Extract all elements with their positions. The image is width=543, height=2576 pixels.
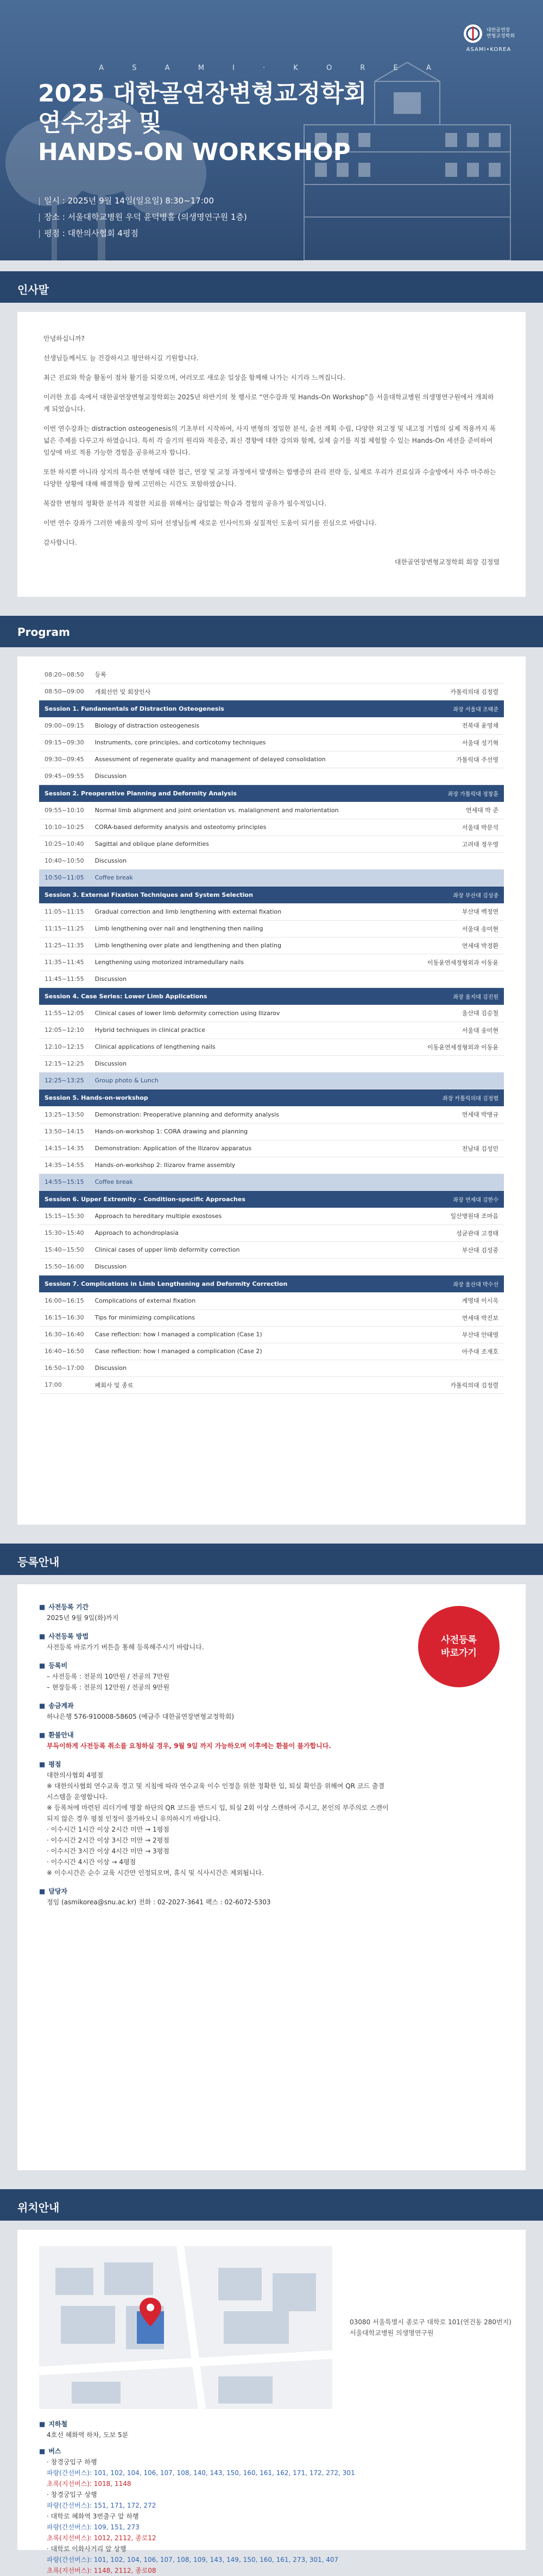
program-time: 09:00~09:15	[39, 717, 90, 734]
program-title: Sagittal and oblique plane deformities	[90, 836, 401, 852]
program-speaker: 연세대 박경환	[401, 937, 504, 954]
campus-map-graphic	[39, 2246, 332, 2409]
program-time: 09:45~09:55	[39, 768, 90, 785]
program-speaker	[401, 1258, 504, 1275]
program-title: Discussion	[90, 768, 401, 785]
program-row	[39, 683, 504, 700]
location-section	[17, 2230, 526, 2574]
program-speaker	[401, 869, 504, 886]
venue-address: 03080 서울특별시 종로구 대학로 101(연건동 280번지) 서울대학교병원 의생명연구원	[350, 2318, 512, 2337]
program-speaker: 부산대 백정연	[401, 903, 504, 920]
program-time: 12:15~12:25	[39, 1055, 90, 1072]
program-time: 15:30~15:40	[39, 1225, 90, 1241]
program-time: 14:55~15:15	[39, 1174, 90, 1190]
transport-group-heading: ■ 지하철	[39, 2419, 504, 2430]
program-row	[39, 1326, 504, 1343]
registration-item-line: · 이수시간 3시간 이상 4시간 미만 → 3평점	[47, 1847, 169, 1855]
registration-item-heading: ■ 송금계좌	[39, 1700, 390, 1711]
program-title: Tips for minimizing complications	[90, 1309, 401, 1326]
registration-item-line: 대한의사협회 4평점	[47, 1771, 104, 1779]
transport-line: · 대학로 혜화역 3번출구 앞 하행	[47, 2513, 139, 2520]
registration-item	[39, 1759, 504, 1878]
program-row	[39, 836, 504, 852]
transport-line: 초록(지선버스): 1148, 2112, 종로08	[47, 2567, 156, 2574]
registration-item-line: – 사전등록 : 전문의 10만원 / 전공의 7만원	[47, 1673, 169, 1680]
program-time: 16:40~16:50	[39, 1343, 90, 1360]
program-time: 11:55~12:05	[39, 1005, 90, 1022]
program-time: 08:20~08:50	[39, 666, 90, 683]
registration-item-line: · 이수시간 1시간 이상 2시간 미만 → 1평점	[47, 1826, 169, 1833]
program-row	[39, 1106, 504, 1123]
program-row	[39, 1208, 504, 1225]
program-time: 09:15~09:30	[39, 734, 90, 751]
program-row	[39, 1005, 504, 1022]
registration-item-line: 하나은행 576-910008-58605 (예금주 대한골연장변형교정학회)	[47, 1713, 235, 1720]
transport-group	[39, 2446, 504, 2576]
logo-text: ASAMI•KOREA	[466, 47, 512, 53]
program-title: Limb lengthening over plate and lengthening and then plating	[90, 937, 401, 954]
session-header-row	[39, 700, 504, 717]
program-speaker: 전북대 윤영채	[401, 717, 504, 734]
program-time: 10:50~11:05	[39, 869, 90, 886]
registration-item-heading: ■ 환불안내	[39, 1730, 390, 1740]
program-title: 폐회사 및 종료	[90, 1376, 401, 1393]
session-header-row	[39, 785, 504, 802]
program-title: Case reflection: how I managed a complication (Case 2)	[90, 1343, 401, 1360]
program-title: Discussion	[90, 1055, 401, 1072]
hero-title-line: 연수강좌 및	[38, 109, 162, 137]
greeting-paragraph: 이번 연수 강좌가 그러한 배움의 장이 되어 선생님들께 새로운 인사이트와 실질적인 도움이 되기를 진심으로 바랍니다.	[43, 519, 377, 527]
program-speaker	[401, 1174, 504, 1190]
program-speaker: 연세대 박병규	[401, 1106, 504, 1123]
program-title: CORA-based deformity analysis and osteotomy principles	[90, 819, 401, 836]
hero-tagline: A S A M I · K O R E A	[99, 64, 444, 72]
registration-item-line: – 현장등록 : 전문의 12만원 / 전공의 9만원	[47, 1684, 169, 1691]
transport-line: 초록(지선버스): 1012, 2112, 종로12	[47, 2534, 156, 2542]
registration-item-heading: ■ 사전등록 기간	[39, 1602, 390, 1612]
hero-title	[38, 79, 367, 167]
greeting-paragraph: 감사합니다.	[43, 539, 77, 546]
program-row	[39, 1022, 504, 1038]
session-chair: 좌장 카톨릭의대 김정렬	[401, 1089, 504, 1106]
program-title: Lengthening using motorized intramedullary nails	[90, 954, 401, 971]
registration-item-line: · 이수시간 2시간 이상 3시간 미만 → 2평점	[47, 1837, 169, 1844]
program-speaker	[401, 1123, 504, 1140]
program-title: Approach to achondroplasia	[90, 1225, 401, 1241]
greeting-paragraph: 이번 연수강좌는 distraction osteogenesis의 기초부터 시작하여, 사지 변형의 정밀한 분석, 술전 계획 수립, 다양한 외고정 및 내고정 기법의 실제 적용까지 폭넓은 주제를 다루고자 하였습니다. 특히 각 술기의 원리와 적응증, 최신 경향에 대한 강의와 함께, 실제 술기를 직접 체험할 수 있는 Hands-On 세션을 준비하여 임상에 바로 적용 가능한 경험을 공유하고자 합니다.	[43, 425, 496, 456]
program-table	[39, 666, 504, 1394]
program-row	[39, 1123, 504, 1140]
transport-line: · 창경궁입구 상행	[47, 2491, 97, 2498]
registration-item	[39, 1730, 504, 1751]
program-speaker	[401, 768, 504, 785]
program-title: Limb lengthening over nail and lengthening then nailing	[90, 920, 401, 937]
program-time: 11:15~11:25	[39, 920, 90, 937]
program-time: 09:30~09:45	[39, 751, 90, 768]
program-speaker	[401, 1157, 504, 1174]
hero-title-line: 2025 대한골연장변형교정학회	[38, 80, 367, 107]
location-header: 위치안내	[0, 2189, 543, 2221]
program-speaker: 울산대 김승철	[401, 1005, 504, 1022]
program-row	[39, 1140, 504, 1157]
event-credits: | 평점 : 대한의사협회 4평점	[38, 228, 138, 238]
program-title: 등록	[90, 666, 401, 683]
transport-line: · 창경궁입구 하행	[47, 2458, 97, 2466]
registration-item-line: ※ 등록처에 마련된 리더기에 명찰 하단의 QR 코드를 반드시 입, 퇴실 2회 이상 스캔하여 주시고, 본인의 부주의로 스캔이 되지 않은 경우 평점 인정이 불가하오니 유의하시기 바랍니다.	[47, 1804, 389, 1822]
event-date: | 일시 : 2025년 9월 14일(일요일) 8:30~17:00	[38, 196, 214, 206]
program-speaker: 서울대 송미현	[401, 920, 504, 937]
greeting-paragraph: 또한 하지뿐 아니라 상지의 특수한 변형에 대한 접근, 연장 및 교정 과정에서 발생하는 합병증의 관리 전략 등, 실제로 우리가 진료실과 수술방에서 자주 마주하는 다양한 상황에 대해 해결책을 함께 고민하는 시간도 포함하였습니다.	[43, 468, 496, 488]
session-chair: 좌장 서울대 조태준	[401, 700, 504, 717]
program-speaker	[401, 1072, 504, 1089]
program-title: Hybrid techniques in clinical practice	[90, 1022, 401, 1038]
registration-item-line: 부득이하게 사전등록 취소를 요청하실 경우, 9월 9일 까지 가능하오며 이후에는 환불이 불가합니다.	[47, 1742, 331, 1750]
session-title: Session 7. Complications in Limb Lengthening and Deformity Correction	[39, 1275, 401, 1292]
break-row	[39, 1072, 504, 1089]
program-time: 15:40~15:50	[39, 1241, 90, 1258]
program-time: 10:10~10:25	[39, 819, 90, 836]
program-title: Coffee break	[90, 869, 401, 886]
greeting-header: 인사말	[0, 271, 543, 303]
session-chair: 좌장 부산대 김성중	[401, 886, 504, 903]
program-speaker	[401, 666, 504, 683]
program-speaker: 고려대 정우영	[401, 836, 504, 852]
program-speaker	[401, 1055, 504, 1072]
program-title: Discussion	[90, 971, 401, 987]
program-time: 14:35~14:55	[39, 1157, 90, 1174]
program-time: 11:05~11:15	[39, 903, 90, 920]
program-title: Hands-on-workshop 2: Ilizarov frame assembly	[90, 1157, 401, 1174]
program-speaker: 아주대 조재호	[401, 1343, 504, 1360]
program-speaker	[401, 852, 504, 869]
program-row	[39, 1157, 504, 1174]
program-time: 12:25~13:25	[39, 1072, 90, 1089]
program-speaker: 이동윤연세정형외과 이동윤	[401, 954, 504, 971]
program-speaker: 계명대 이시욱	[401, 1292, 504, 1309]
hero-title-line: HANDS-ON WORKSHOP	[38, 138, 351, 166]
program-row	[39, 1225, 504, 1241]
registration-item-line: 사전등록 바로가기 버튼을 통해 등록해주시기 바랍니다.	[47, 1643, 204, 1651]
session-chair: 좌장 울지대 김진원	[401, 987, 504, 1005]
registration-item	[39, 1700, 504, 1722]
transport-line: 파랑(간선버스): 101, 102, 104, 106, 107, 108, 140, 143, 150, 160, 161, 162, 171, 172, 272, 301	[47, 2469, 355, 2477]
registration-item-line: ※ 대한의사협회 연수교육 경고 및 지침에 따라 연수교육 이수 인정을 위한 정확한 입, 퇴실 확인을 위해여 QR 코드 출결 시스템을 운영합니다.	[47, 1782, 384, 1801]
program-row	[39, 1258, 504, 1275]
event-info	[38, 193, 247, 241]
event-venue: | 장소 : 서울대학교병원 우덕 윤덕병홀 (의생명연구원 1층)	[38, 212, 247, 222]
program-speaker: 일산병원대 조마음	[401, 1208, 504, 1225]
program-speaker: 서울대 송미현	[401, 1022, 504, 1038]
program-speaker: 가톨릭대 주선영	[401, 751, 504, 768]
program-row	[39, 1360, 504, 1376]
greeting-paragraph: 최근 진료와 학술 활동이 점차 활기를 되찾으며, 여러모로 새로운 일상을 함께해 나가는 시기라 느껴집니다.	[43, 374, 345, 381]
registration-item-heading: ■ 등록비	[39, 1660, 390, 1671]
program-row	[39, 937, 504, 954]
registration-header: 등록안내	[0, 1544, 543, 1575]
program-title: Approach to hereditary multiple exostoses	[90, 1208, 401, 1225]
hero-banner	[0, 0, 543, 260]
program-speaker: 연세대 박 준	[401, 802, 504, 819]
registration-item-line: 정임 (asmikorea@snu.ac.kr) 전화 : 02-2027-3641 팩스 : 02-6072-5303	[47, 1898, 271, 1906]
session-chair: 좌장 울산대 박수선	[401, 1275, 504, 1292]
program-speaker: 이동윤연세정형외과 이동윤	[401, 1038, 504, 1055]
program-time: 16:15~16:30	[39, 1309, 90, 1326]
registration-item-heading: ■ 사전등록 방법	[39, 1631, 390, 1642]
session-title: Session 1. Fundamentals of Distraction Osteogenesis	[39, 700, 401, 717]
program-time: 16:30~16:40	[39, 1326, 90, 1343]
program-time: 08:50~09:00	[39, 683, 90, 700]
registration-item	[39, 1886, 504, 1908]
transport-line: 파랑(간선버스): 101, 102, 104, 106, 107, 108, 109, 143, 149, 150, 160, 161, 273, 301, 407	[47, 2556, 339, 2564]
program-speaker: 카톨릭의대 김정렬	[401, 1376, 504, 1393]
program-speaker: 성균관대 고경태	[401, 1225, 504, 1241]
program-row	[39, 717, 504, 734]
registration-item-heading: ■ 평점	[39, 1759, 390, 1770]
program-time: 11:45~11:55	[39, 971, 90, 987]
program-speaker: 서울대 성기혁	[401, 734, 504, 751]
program-title: Case reflection: how I managed a complication (Case 1)	[90, 1326, 401, 1343]
session-header-row	[39, 1275, 504, 1292]
greeting-paragraph: 이러한 흐름 속에서 대한골연장변형교정학회는 2025년 하반기의 첫 행사로 “연수강좌 및 Hands-On Workshop”을 서울대학교병원 의생명연구원에서 개최하게 되었습니다.	[43, 393, 494, 413]
greeting-signature: 대한골연장변형교정학회 회장 김정렬	[394, 558, 500, 566]
transport-line: 파랑(간선버스): 151, 171, 172, 272	[47, 2502, 156, 2509]
program-time: 12:10~12:15	[39, 1038, 90, 1055]
session-title: Session 5. Hands-on-workshop	[39, 1089, 401, 1106]
program-time: 11:25~11:35	[39, 937, 90, 954]
program-time: 16:50~17:00	[39, 1360, 90, 1376]
program-row	[39, 852, 504, 869]
program-title: Complications of external fixation	[90, 1292, 401, 1309]
program-time: 17:00	[39, 1376, 90, 1393]
session-title: Session 6. Upper Extremity – Condition-specific Approaches	[39, 1190, 401, 1208]
session-header-row	[39, 1089, 504, 1106]
registration-item-line: 2025년 9월 9일(화)까지	[47, 1614, 119, 1622]
program-row	[39, 1292, 504, 1309]
program-section	[17, 656, 526, 1525]
program-title: Clinical applications of lengthening nails	[90, 1038, 401, 1055]
program-title: Clinical cases of lower limb deformity correction using Ilizarov	[90, 1005, 401, 1022]
session-header-row	[39, 1190, 504, 1208]
program-row	[39, 734, 504, 751]
break-row	[39, 1174, 504, 1190]
program-speaker: 연세대 박진보	[401, 1309, 504, 1326]
registration-item-heading: ■ 담당자	[39, 1886, 390, 1897]
program-speaker	[401, 971, 504, 987]
program-title: Gradual correction and limb lengthening with external fixation	[90, 903, 401, 920]
transport-line: 파랑(간선버스): 109, 151, 273	[47, 2523, 140, 2531]
registration-section	[17, 1584, 526, 2170]
program-title: 개회선언 및 회장인사	[90, 683, 401, 700]
society-emblem-icon	[463, 23, 483, 44]
program-row	[39, 954, 504, 971]
session-header-row	[39, 886, 504, 903]
greeting-paragraph: 선생님들께서도 늘 건강하시고 평안하시길 기원합니다.	[43, 354, 199, 362]
program-speaker: 전남대 김성민	[401, 1140, 504, 1157]
program-title: Demonstration: Preoperative planning and deformity analysis	[90, 1106, 401, 1123]
transport-info	[39, 2419, 504, 2576]
session-title: Session 3. External Fixation Techniques and System Selection	[39, 886, 401, 903]
program-row	[39, 920, 504, 937]
transport-line: 4호선 혜화역 하차, 도보 5분	[47, 2431, 129, 2439]
registration-item-line: ※ 이수시간은 순수 교육 시간만 인정되오며, 휴식 및 식사시간은 제외됩니다.	[47, 1869, 264, 1877]
program-header: Program	[0, 616, 543, 647]
program-title: Normal limb alignment and joint orientation vs. malalignment and malorientation	[90, 802, 401, 819]
program-row	[39, 802, 504, 819]
greeting-paragraphs	[43, 333, 500, 549]
program-row	[39, 1241, 504, 1258]
program-title: Assessment of regenerate quality and management of delayed consolidation	[90, 751, 401, 768]
program-title: Instruments, core principles, and corticotomy techniques	[90, 734, 401, 751]
program-time: 15:15~15:30	[39, 1208, 90, 1225]
program-speaker: 부산대 안태영	[401, 1326, 504, 1343]
program-title: Coffee break	[90, 1174, 401, 1190]
session-title: Session 4. Case Series: Lower Limb Applications	[39, 987, 401, 1005]
session-chair: 좌장 가톨릭대 정창훈	[401, 785, 504, 802]
program-speaker	[401, 1360, 504, 1376]
pre-registration-button[interactable]: 사전등록 바로가기	[418, 1606, 500, 1687]
greeting-section	[17, 312, 526, 597]
program-title: Discussion	[90, 1360, 401, 1376]
program-title: Clinical cases of upper limb deformity correction	[90, 1241, 401, 1258]
program-time: 09:55~10:10	[39, 802, 90, 819]
program-title: Group photo & Lunch	[90, 1072, 401, 1089]
session-title: Session 2. Preoperative Planning and Deformity Analysis	[39, 785, 401, 802]
program-row	[39, 1343, 504, 1360]
program-speaker: 서울대 박문석	[401, 819, 504, 836]
program-title: Biology of distraction osteogenesis	[90, 717, 401, 734]
registration-item-line: · 이수시간 4시간 이상 → 4평점	[47, 1858, 136, 1866]
location-map[interactable]	[39, 2246, 332, 2409]
program-time: 12:05~12:10	[39, 1022, 90, 1038]
program-speaker: 카톨릭의대 김정렬	[401, 683, 504, 700]
program-row	[39, 1309, 504, 1326]
program-speaker: 부산대 김성중	[401, 1241, 504, 1258]
program-time: 15:50~16:00	[39, 1258, 90, 1275]
transport-group	[39, 2419, 504, 2440]
program-title: Discussion	[90, 852, 401, 869]
greeting-paragraph: 안녕하십니까?	[43, 335, 85, 342]
program-time: 10:25~10:40	[39, 836, 90, 852]
program-title: Discussion	[90, 1258, 401, 1275]
transport-line: · 대학로 이화사거리 앞 상행	[47, 2545, 127, 2553]
program-title: Hands-on-workshop 1: CORA drawing and planning	[90, 1123, 401, 1140]
program-time: 14:15~14:35	[39, 1140, 90, 1157]
transport-group-heading: ■ 버스	[39, 2446, 504, 2457]
program-row	[39, 666, 504, 683]
program-time: 13:50~14:15	[39, 1123, 90, 1140]
greeting-paragraph: 복잡한 변형의 정확한 분석과 적절한 치료를 위해서는 끊임없는 학습과 경험의 공유가 필수적입니다.	[43, 500, 327, 507]
program-row	[39, 903, 504, 920]
program-row	[39, 1376, 504, 1393]
program-time: 16:00~16:15	[39, 1292, 90, 1309]
program-time: 13:25~13:50	[39, 1106, 90, 1123]
break-row	[39, 869, 504, 886]
session-header-row	[39, 987, 504, 1005]
program-row	[39, 751, 504, 768]
program-row	[39, 971, 504, 987]
program-row	[39, 819, 504, 836]
transport-line: 초록(지선버스): 1018, 1148	[47, 2480, 131, 2488]
program-row	[39, 1055, 504, 1072]
program-row	[39, 768, 504, 785]
program-title: Demonstration: Application of the Ilizarov apparatus	[90, 1140, 401, 1157]
asami-korea-logo: 대한골연장 변형교정학회 ASAMI•KOREA	[456, 22, 521, 53]
program-time: 10:40~10:50	[39, 852, 90, 869]
program-time: 11:35~11:45	[39, 954, 90, 971]
session-chair: 좌장 연세대 김한수	[401, 1190, 504, 1208]
program-row	[39, 1038, 504, 1055]
